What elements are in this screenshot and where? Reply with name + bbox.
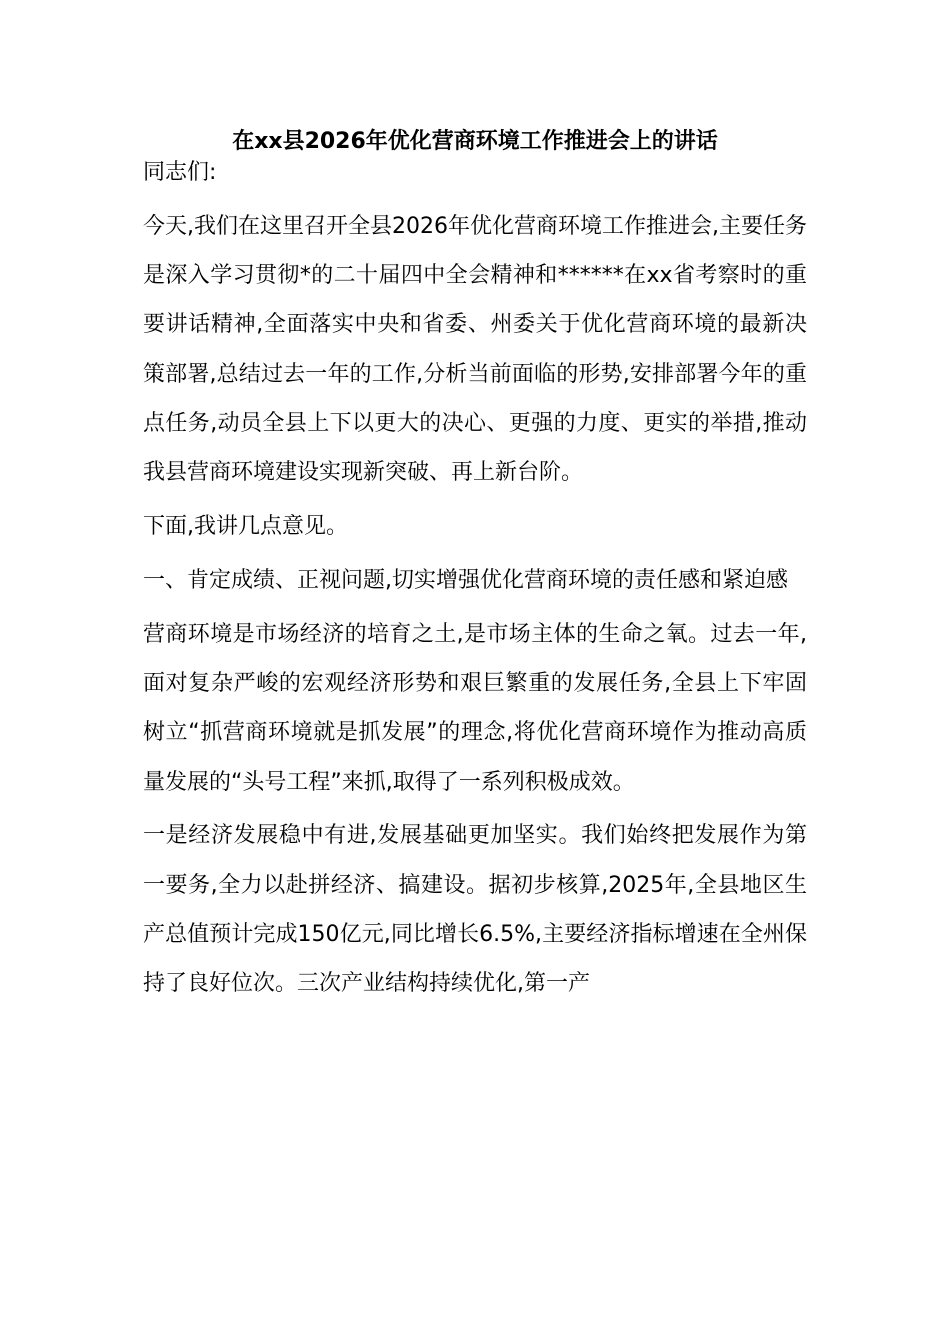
salutation-paragraph: 同志们: — [143, 160, 217, 185]
intro-paragraph: 今天,我们在这里召开全县2026年优化营商环境工作推进会,主要任务是深入学习贯彻*的二十届四中全会精神和******在xx省考察时的重要讲话精神,全面落实中央和省委、州委关于优化营商环境的最新决策部署,总结过去一年的工作,分析当前面临的形势,安排部署今年的重点任务,动员全县上下以更大的决心、更强的力度、更实的举措,推动我县营商环境建设实现新突破、再上新台阶。 — [143, 213, 807, 486]
document-title: 在xx县2026年优化营商环境工作推进会上的讲话 — [232, 129, 718, 154]
section-heading-1: 一、肯定成绩、正视问题,切实增强优化营商环境的责任感和紧迫感 — [143, 567, 788, 593]
section-1-paragraph: 营商环境是市场经济的培育之土,是市场主体的生命之氧。过去一年,面对复杂严峻的宏观经济形势和艰巨繁重的发展任务,全县上下牢固树立“抓营商环境就是抓发展”的理念,将优化营商环境作为推动高质量发展的“头号工程”来抓,取得了一系列积极成效。 — [143, 621, 807, 795]
document-body — [143, 148, 807, 1013]
transition-paragraph: 下面,我讲几点意见。 — [143, 514, 348, 540]
achievement-paragraph-1: 一是经济发展稳中有进,发展基础更加坚实。我们始终把发展作为第一要务,全力以赴拼经济、搞建设。据初步核算,2025年,全县地区生产总值预计完成150亿元,同比增长6.5%,主要经济指标增速在全州保持了良好位次。三次产业结构持续优化,第一产 — [143, 823, 807, 997]
